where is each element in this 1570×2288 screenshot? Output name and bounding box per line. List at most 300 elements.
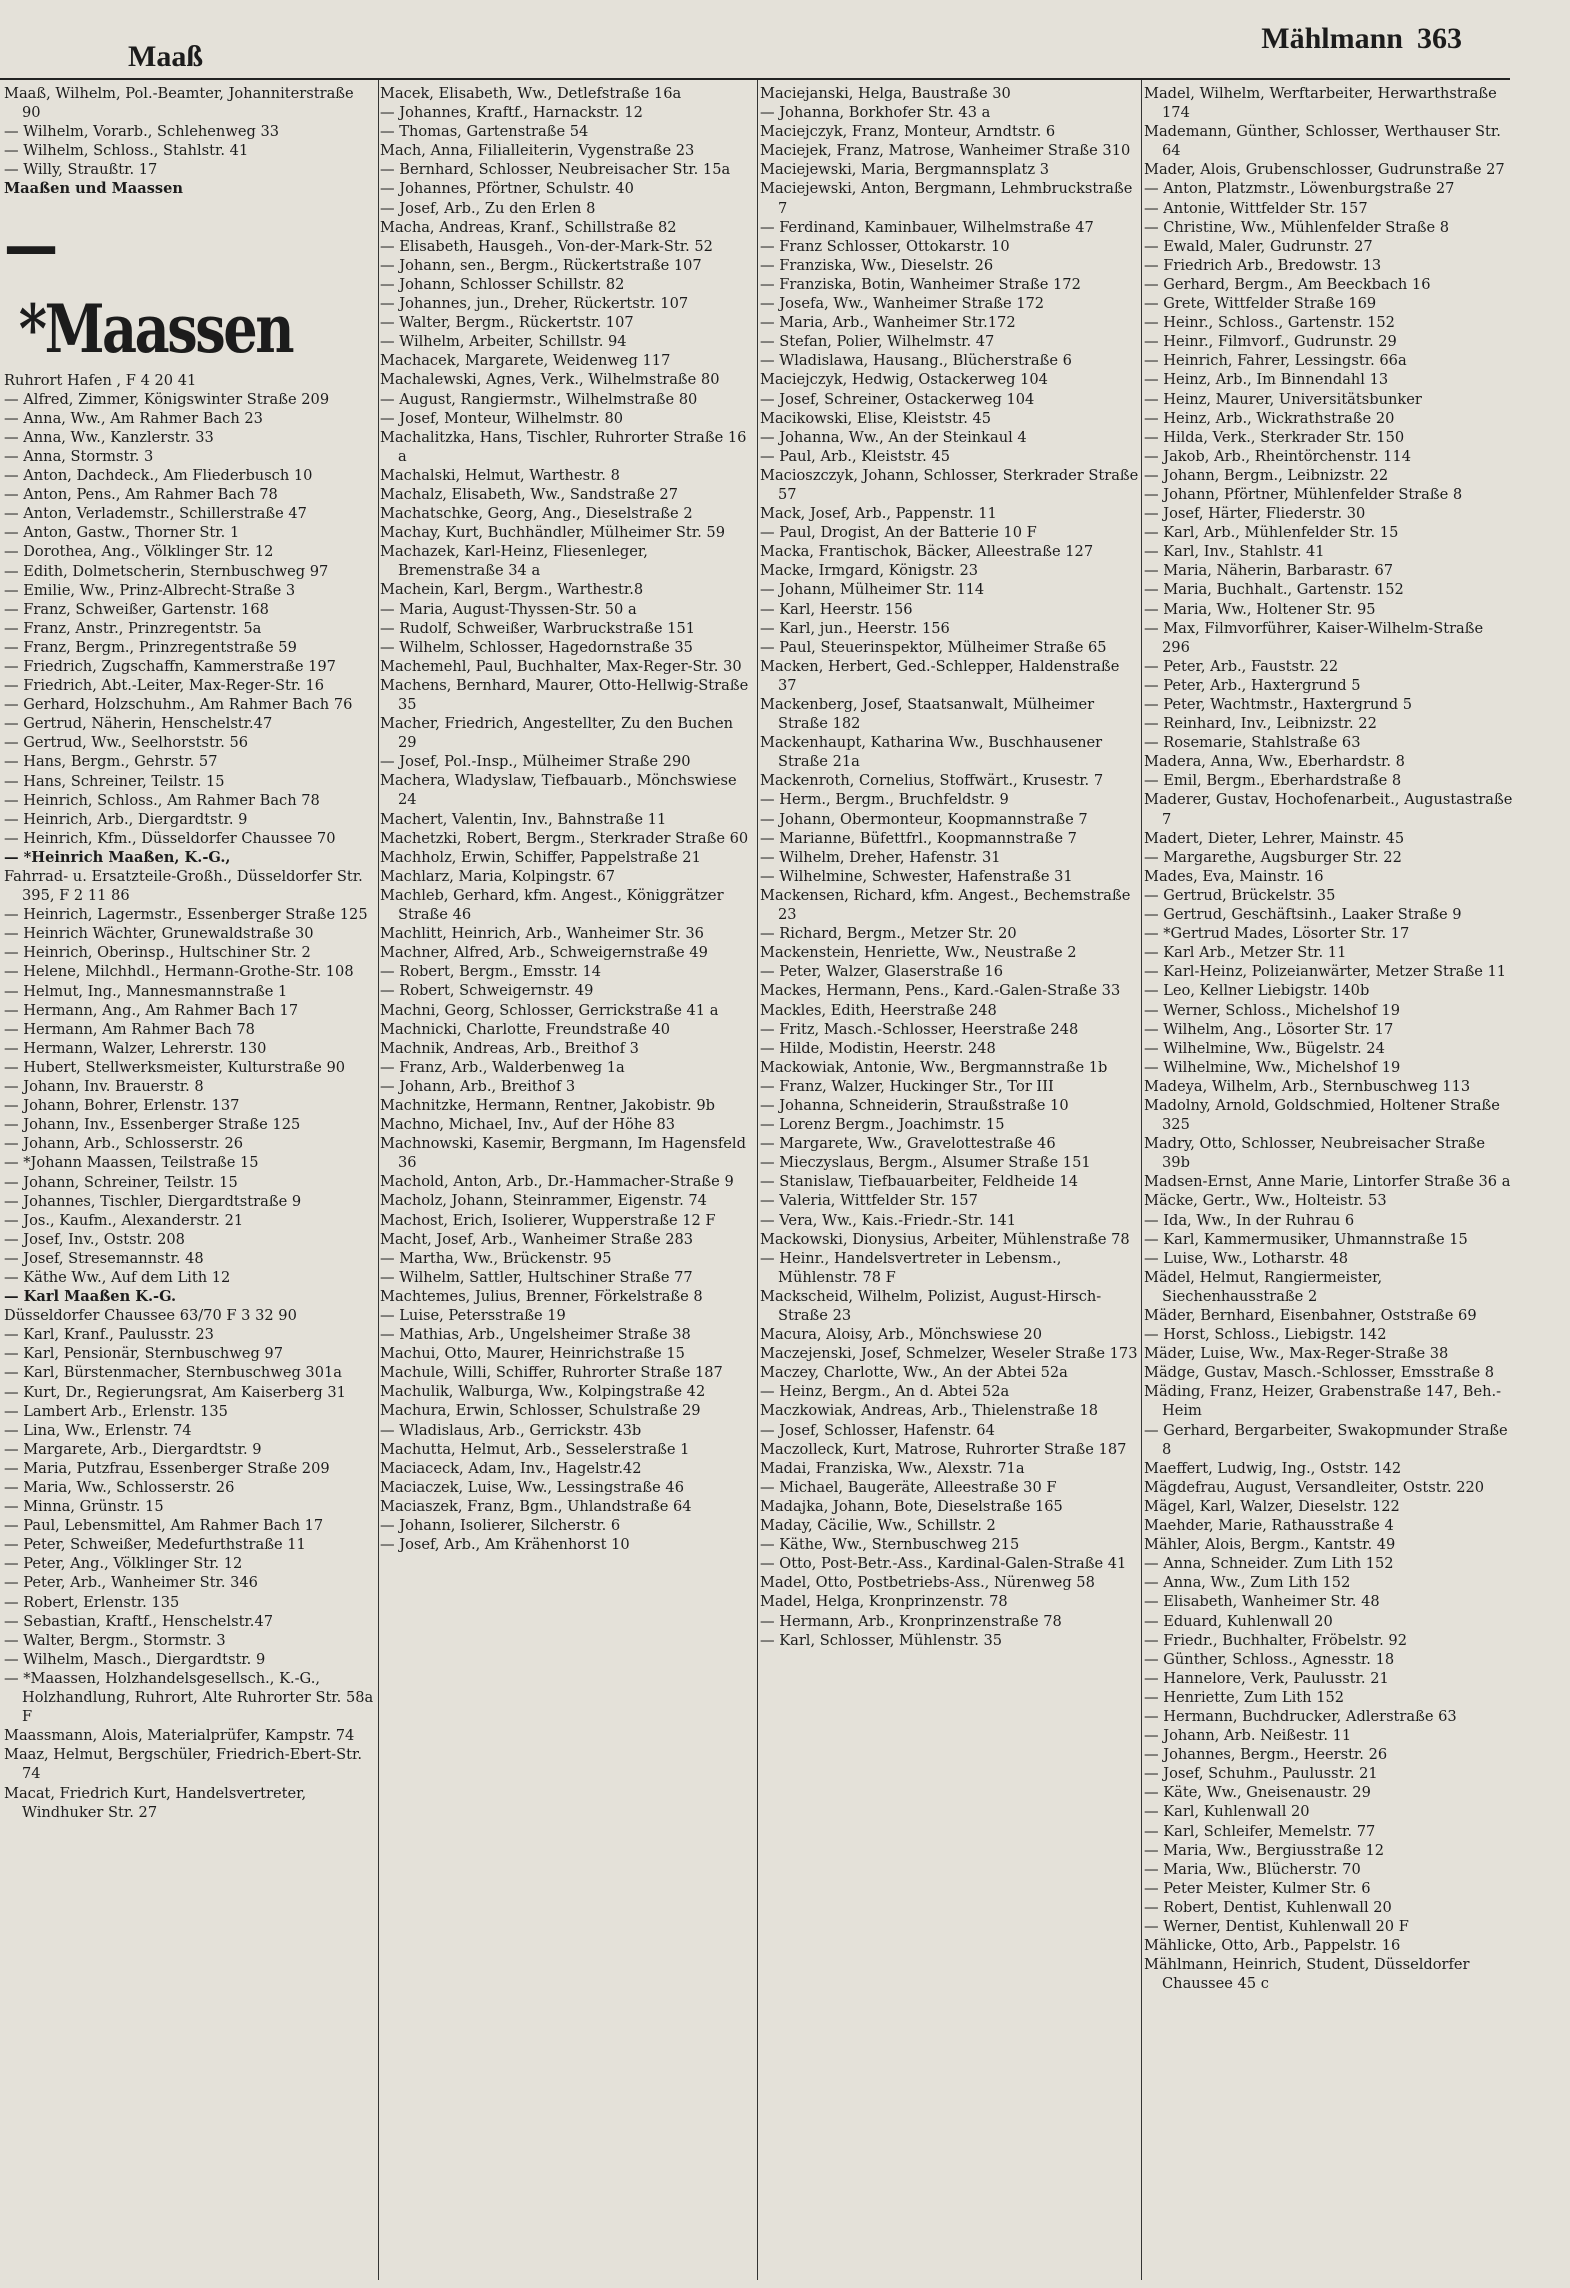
directory-entry: — Käte, Ww., Gneisenaustr. 29 [1144, 1784, 1371, 1802]
directory-entry: — Robert, Erlenstr. 135 [4, 1593, 180, 1611]
directory-entry: Machold, Anton, Arb., Dr.-Hammacher-Straße 9 [380, 1173, 734, 1191]
directory-entry: Madel, Otto, Postbetriebs-Ass., Nürenweg 58 [760, 1574, 1095, 1592]
directory-entry: — Ferdinand, Kaminbauer, Wilhelmstraße 47 [760, 218, 1094, 236]
directory-entry: Machemehl, Paul, Buchhalter, Max-Reger-Str. 30 [380, 657, 742, 675]
directory-entry: — Franz, Bergm., Prinzregentstraße 59 [4, 638, 297, 656]
directory-entry: — Käthe Ww., Auf dem Lith 12 [4, 1268, 231, 1286]
directory-entry: — Josef, Stresemannstr. 48 [4, 1249, 204, 1267]
directory-entry: Mädge, Gustav, Masch.-Schlosser, Emsstraße 8 [1144, 1364, 1495, 1382]
directory-entry: — Maria, Näherin, Barbarastr. 67 [1144, 562, 1394, 580]
directory-entry: — Willy, Straußtr. 17 [4, 161, 158, 179]
directory-entry: — Heinrich, Lagermstr., Essenberger Straße 125 [4, 906, 368, 924]
directory-entry: — Karl, Kranf., Paulusstr. 23 [4, 1326, 214, 1344]
column-1 [4, 84, 376, 2284]
directory-entry: — Friedrich, Abt.-Leiter, Max-Reger-Str. 16 [4, 677, 325, 695]
directory-entry: Madajka, Johann, Bote, Dieselstraße 165 [760, 1497, 1063, 1515]
directory-entry: Machein, Karl, Bergm., Warthestr.8 [380, 581, 644, 599]
directory-entry: — Hermann, Arb., Kronprinzenstraße 78 [760, 1612, 1062, 1630]
directory-entry: Macura, Aloisy, Arb., Mönchswiese 20 [760, 1326, 1042, 1344]
directory-entry: — Franziska, Botin, Wanheimer Straße 172 [760, 275, 1081, 293]
directory-entry: Machetzki, Robert, Bergm., Sterkrader Straße 60 [380, 829, 749, 847]
directory-entry: Madel, Helga, Kronprinzenstr. 78 [760, 1593, 1008, 1611]
directory-entry: Machost, Erich, Isolierer, Wupperstraße 12 F [380, 1211, 716, 1229]
directory-entry: — Wladislaus, Arb., Gerrickstr. 43b [380, 1421, 642, 1439]
directory-entry: Mader, Alois, Grubenschlosser, Gudrunstraße 27 [1144, 161, 1505, 179]
directory-entry: — Peter, Arb., Haxtergrund 5 [1144, 676, 1361, 694]
column-4 [1144, 84, 1514, 2284]
directory-entry: — Johann, Schlosser Schillstr. 82 [380, 275, 625, 293]
directory-entry: — Lorenz Bergm., Joachimstr. 15 [760, 1116, 1005, 1134]
directory-entry: — Vera, Ww., Kais.-Friedr.-Str. 141 [760, 1211, 1017, 1229]
directory-entry: — Jakob, Arb., Rheintörchenstr. 114 [1144, 447, 1411, 465]
directory-entry: Macha, Andreas, Kranf., Schillstraße 82 [380, 218, 677, 236]
directory-entry: — Fritz, Masch.-Schlosser, Heerstraße 248 [760, 1020, 1079, 1038]
directory-entry: Mägdefrau, August, Versandleiter, Oststr. 220 [1144, 1478, 1485, 1496]
directory-entry: Mademann, Günther, Schlosser, Werthauser Str. 64 [1144, 123, 1501, 160]
directory-entry: — Robert, Bergm., Emsstr. 14 [380, 963, 602, 981]
directory-entry: Macht, Josef, Arb., Wanheimer Straße 283 [380, 1230, 694, 1248]
directory-entry: — Helene, Milchhdl., Hermann-Grothe-Str. 108 [4, 963, 354, 981]
directory-entry: — Anton, Verlademstr., Schillerstraße 47 [4, 505, 307, 523]
directory-entry: Macikowski, Elise, Kleiststr. 45 [760, 409, 992, 427]
directory-entry: Macek, Elisabeth, Ww., Detlefstraße 16a [380, 85, 682, 102]
directory-entry: — Peter, Schweißer, Medefurthstraße 11 [4, 1536, 306, 1554]
directory-entry: Machulik, Walburga, Ww., Kolpingstraße 42 [380, 1383, 706, 1401]
directory-entry: Madeya, Wilhelm, Arb., Sternbuschweg 113 [1144, 1077, 1471, 1095]
directory-entry: Machleb, Gerhard, kfm. Angest., Königgrätzer Straße 46 [380, 886, 724, 924]
directory-entry: Machnowski, Kasemir, Bergmann, Im Hagensfeld 36 [380, 1135, 746, 1172]
directory-entry: — Paul, Arb., Kleiststr. 45 [760, 447, 951, 465]
directory-entry: — Reinhard, Inv., Leibnizstr. 22 [1144, 715, 1377, 733]
directory-entry: — Josef, Arb., Zu den Erlen 8 [380, 199, 596, 217]
directory-entry: Macka, Frantischok, Bäcker, Alleestraße 127 [760, 543, 1094, 561]
header-right-keyword: Mählmann [1261, 22, 1403, 55]
directory-entry: Madera, Anna, Ww., Eberhardstr. 8 [1144, 753, 1405, 771]
directory-entry: — Karl, Schleifer, Memelstr. 77 [1144, 1822, 1376, 1840]
directory-entry: — Henriette, Zum Lith 152 [1144, 1688, 1345, 1706]
directory-entry: — Jos., Kaufm., Alexanderstr. 21 [4, 1211, 244, 1229]
directory-entry: Mählmann, Heinrich, Student, Düsseldorfer Chaussee 45 c [1144, 1956, 1470, 1993]
page-number: 363 [1417, 22, 1462, 55]
directory-entry: — Walter, Bergm., Rückertstr. 107 [380, 314, 634, 332]
directory-entry: — Johann, Obermonteur, Koopmannstraße 7 [760, 810, 1088, 828]
directory-entry: — Käthe, Ww., Sternbuschweg 215 [760, 1536, 1020, 1554]
directory-entry: Machnik, Andreas, Arb., Breithof 3 [380, 1039, 639, 1057]
directory-entry: Maassmann, Alois, Materialprüfer, Kampstr. 74 [4, 1727, 355, 1745]
directory-entry: Maciejewski, Anton, Bergmann, Lehmbruckstraße 7 [760, 180, 1133, 217]
directory-entry: — Richard, Bergm., Metzer Str. 20 [760, 925, 1017, 943]
directory-entry: Machacek, Margarete, Weidenweg 117 [380, 352, 671, 370]
directory-entry: — Heinz, Arb., Wickrathstraße 20 [1144, 409, 1395, 427]
directory-entry: Mackowiak, Antonie, Ww., Bergmannstraße 1b [760, 1058, 1108, 1076]
directory-entry: — Hilde, Modistin, Heerstr. 248 [760, 1039, 996, 1057]
directory-entry: — Hermann, Ang., Am Rahmer Bach 17 [4, 1001, 299, 1019]
directory-entry: Madolny, Arnold, Goldschmied, Holtener Straße 325 [1144, 1096, 1500, 1134]
directory-entry: Mäder, Luise, Ww., Max-Reger-Straße 38 [1144, 1345, 1449, 1363]
directory-entry: — Anton, Pens., Am Rahmer Bach 78 [4, 486, 278, 504]
directory-entry: — Franz Schlosser, Ottokarstr. 10 [760, 237, 1010, 255]
directory-entry: — Günther, Schloss., Agnesstr. 18 [1144, 1650, 1395, 1668]
directory-entry: — Johannes, Pförtner, Schulstr. 40 [380, 180, 634, 198]
directory-entry: — Johannes, Kraftf., Harnackstr. 12 [380, 104, 643, 122]
directory-entry: — Peter, Arb., Wanheimer Str. 346 [4, 1574, 258, 1592]
directory-entry: — Anna, Schneider. Zum Lith 152 [1144, 1555, 1394, 1573]
directory-entry: Machalski, Helmut, Warthestr. 8 [380, 466, 620, 484]
directory-entry: — Heinr., Handelsvertreter in Lebensm., Mühlenstr. 78 F [760, 1249, 1062, 1286]
directory-entry: — Heinrich, Fahrer, Lessingstr. 66a [1144, 352, 1407, 370]
directory-entry: — Josef, Pol.-Insp., Mülheimer Straße 290 [380, 753, 691, 771]
directory-entry: — Antonie, Wittfelder Str. 157 [1144, 199, 1368, 217]
directory-entry: — Wilhelm, Arbeiter, Schillstr. 94 [380, 333, 627, 351]
directory-entry: Machay, Kurt, Buchhändler, Mülheimer Str. 59 [380, 524, 725, 542]
directory-entry: — Emil, Bergm., Eberhardstraße 8 [1144, 772, 1402, 790]
directory-entry: — Heinr., Filmvorf., Gudrunstr. 29 [1144, 333, 1397, 351]
directory-entry: — Johanna, Borkhofer Str. 43 a [760, 104, 991, 122]
directory-entry: — Maria, Putzfrau, Essenberger Straße 209 [4, 1459, 330, 1477]
directory-entry: — Karl, Bürstenmacher, Sternbuschweg 301a [4, 1364, 342, 1382]
directory-entry: Mackensen, Richard, kfm. Angest., Bechemstraße 23 [760, 886, 1131, 924]
directory-entry: — Luise, Ww., Lotharstr. 48 [1144, 1249, 1349, 1267]
directory-entry: — Wilhelm, Vorarb., Schlehenweg 33 [4, 123, 280, 141]
directory-entry: — Wilhelm, Ang., Lösorter Str. 17 [1144, 1020, 1394, 1038]
directory-entry: — Sebastian, Kraftf., Henschelstr.47 [4, 1612, 274, 1630]
directory-entry: — Gertrud, Ww., Seelhorststr. 56 [4, 734, 249, 752]
directory-entry: — Kurt, Dr., Regierungsrat, Am Kaiserberg 31 [4, 1383, 346, 1401]
directory-entry: — Franz, Walzer, Huckinger Str., Tor III [760, 1077, 1054, 1095]
directory-entry: — *Johann Maassen, Teilstraße 15 [4, 1154, 259, 1172]
directory-entry: — Hilda, Verk., Sterkrader Str. 150 [1144, 428, 1405, 446]
directory-entry: Machui, Otto, Maurer, Heinrichstraße 15 [380, 1345, 685, 1363]
directory-entry: Maaß, Wilhelm, Pol.-Beamter, Johanniterstraße 90 [4, 85, 354, 122]
directory-entry: — Gerhard, Bergarbeiter, Swakopmunder Straße 8 [1144, 1421, 1508, 1458]
directory-entry: — Margarethe, Augsburger Str. 22 [1144, 848, 1402, 866]
directory-entry: — Johann, Arb. Neißestr. 11 [1144, 1727, 1352, 1745]
directory-entry: — Mieczyslaus, Bergm., Alsumer Straße 151 [760, 1154, 1091, 1172]
directory-entry: Maczejenski, Josef, Schmelzer, Weseler Straße 173 [760, 1345, 1138, 1363]
directory-entry: Machule, Willi, Schiffer, Ruhrorter Straße 187 [380, 1364, 723, 1382]
directory-entry: — Thomas, Gartenstraße 54 [380, 123, 589, 141]
directory-entry: — Marianne, Büfettfrl., Koopmannstraße 7 [760, 829, 1077, 847]
directory-entry: Mähler, Alois, Bergm., Kantstr. 49 [1144, 1536, 1396, 1554]
directory-entry: Machura, Erwin, Schlosser, Schulstraße 29 [380, 1402, 701, 1420]
directory-entry: — Johann, Arb., Schlosserstr. 26 [4, 1135, 244, 1153]
directory-entry: Mackscheid, Wilhelm, Polizist, August-Hirsch-Straße 23 [760, 1287, 1102, 1324]
directory-entry: — Grete, Wittfelder Straße 169 [1144, 295, 1377, 313]
directory-entry: — Rudolf, Schweißer, Warbruckstraße 151 [380, 619, 696, 637]
directory-entry: Maciejanski, Helga, Baustraße 30 [760, 85, 1011, 102]
directory-entry: Madry, Otto, Schlosser, Neubreisacher Straße 39b [1144, 1135, 1485, 1172]
directory-entry: — Josef, Inv., Oststr. 208 [4, 1230, 185, 1248]
directory-entry: — Karl-Heinz, Polizeianwärter, Metzer Straße 11 [1144, 963, 1507, 981]
directory-entry: — Maria, Ww., Schlosserstr. 26 [4, 1479, 235, 1496]
directory-entry: Maciejczyk, Hedwig, Ostackerweg 104 [760, 371, 1048, 389]
directory-entry: Mach, Anna, Filialleiterin, Vygenstraße 23 [380, 142, 695, 160]
directory-entry: — Anton, Platzmstr., Löwenburgstraße 27 [1144, 180, 1455, 198]
directory-entry: Maderer, Gustav, Hochofenarbeit., Augustastraße 7 [1144, 791, 1513, 828]
directory-entry: Fahrrad- u. Ersatzteile-Großh., Düsseldorfer Str. 395, F 2 11 86 [4, 868, 363, 905]
header-right [1261, 22, 1462, 56]
column-3 [760, 84, 1140, 2284]
directory-entry: Macat, Friedrich Kurt, Handelsvertreter, Windhuker Str. 27 [4, 1784, 307, 1821]
directory-entry: Macher, Friedrich, Angestellter, Zu den Buchen 29 [380, 715, 734, 752]
directory-entry: — Johann, sen., Bergm., Rückertstraße 107 [380, 256, 702, 274]
directory-entry: — Heinz, Bergm., An d. Abtei 52a [760, 1383, 1010, 1401]
directory-entry: — Anton, Gastw., Thorner Str. 1 [4, 524, 240, 542]
directory-entry: — Gertrud, Näherin, Henschelstr.47 [4, 715, 273, 733]
directory-entry: Mählicke, Otto, Arb., Pappelstr. 16 [1144, 1937, 1401, 1955]
directory-entry: — *Maassen, Holzhandelsgesellsch., K.-G., Holzhandlung, Ruhrort, Alte Ruhrorter Str. 58a F [4, 1669, 374, 1726]
directory-entry: Düsseldorfer Chaussee 63/70 F 3 32 90 [4, 1307, 297, 1325]
directory-entry: — Maria, Arb., Wanheimer Str.172 [760, 314, 1016, 332]
directory-entry: — Hans, Bergm., Gehrstr. 57 [4, 753, 218, 771]
directory-entry: — Dorothea, Ang., Völklinger Str. 12 [4, 543, 274, 561]
directory-entry: — Wilhelm, Masch., Diergardtstr. 9 [4, 1650, 266, 1668]
directory-entry: — Anna, Ww., Zum Lith 152 [1144, 1574, 1351, 1592]
directory-entry: — Karl, Heerstr. 156 [760, 600, 913, 618]
directory-entry: — Heinrich, Arb., Diergardtstr. 9 [4, 810, 248, 828]
directory-entry: Mackles, Edith, Heerstraße 248 [760, 1001, 997, 1019]
directory-entry: — Karl Maaßen K.-G. [4, 1288, 177, 1306]
directory-entry: Maday, Cäcilie, Ww., Schillstr. 2 [760, 1517, 996, 1535]
directory-entry: Madert, Dieter, Lehrer, Mainstr. 45 [1144, 829, 1405, 847]
directory-entry: — Heinrich, Kfm., Düsseldorfer Chaussee 70 [4, 829, 336, 847]
directory-entry: Madel, Wilhelm, Werftarbeiter, Herwarthstraße 174 [1144, 85, 1497, 122]
directory-entry: Mäding, Franz, Heizer, Grabenstraße 147, Beh.-Heim [1144, 1383, 1502, 1420]
directory-entry: Machno, Michael, Inv., Auf der Höhe 83 [380, 1116, 676, 1134]
directory-entry: — Michael, Baugeräte, Alleestraße 30 F [760, 1478, 1057, 1496]
directory-entry: — Wilhelmine, Schwester, Hafenstraße 31 [760, 867, 1073, 885]
directory-entry: — Friedr., Buchhalter, Fröbelstr. 92 [1144, 1631, 1407, 1649]
directory-entry: — Paul, Drogist, An der Batterie 10 F [760, 524, 1037, 542]
directory-entry: — Johann, Pförtner, Mühlenfelder Straße 8 [1144, 485, 1463, 503]
directory-entry: — Johann, Schreiner, Teilstr. 15 [4, 1173, 238, 1191]
directory-entry: Machtemes, Julius, Brenner, Förkelstraße 8 [380, 1287, 703, 1305]
directory-entry: — Karl, jun., Heerstr. 156 [760, 619, 950, 637]
directory-entry: Mäder, Bernhard, Eisenbahner, Oststraße 69 [1144, 1307, 1477, 1324]
column-divider [1141, 80, 1142, 2280]
directory-entry: Machalz, Elisabeth, Ww., Sandstraße 27 [380, 485, 678, 503]
directory-entry: — Minna, Grünstr. 15 [4, 1498, 164, 1516]
directory-entry: Madsen-Ernst, Anne Marie, Lintorfer Straße 36 a [1144, 1173, 1511, 1191]
directory-entry: — Johann, Arb., Breithof 3 [380, 1077, 576, 1095]
directory-entry: Mackes, Hermann, Pens., Kard.-Galen-Straße 33 [760, 982, 1121, 1000]
directory-entry: — Gertrud, Brückelstr. 35 [1144, 886, 1336, 904]
directory-entry: — Wilhelmine, Ww., Michelshof 19 [1144, 1058, 1401, 1076]
directory-entry: — Eduard, Kuhlenwall 20 [1144, 1612, 1333, 1630]
directory-entry: — Paul, Lebensmittel, Am Rahmer Bach 17 [4, 1517, 324, 1535]
directory-entry: — Heinrich, Oberinsp., Hultschiner Str. 2 [4, 944, 311, 962]
directory-entry: — Mathias, Arb., Ungelsheimer Straße 38 [380, 1326, 691, 1344]
header-left-keyword: Maaß [128, 40, 203, 73]
directory-entry: — Heinrich Wächter, Grunewaldstraße 30 [4, 925, 314, 943]
directory-entry: — Maria, August-Thyssen-Str. 50 a [380, 600, 637, 618]
directory-entry: — Karl Arb., Metzer Str. 11 [1144, 944, 1347, 962]
directory-entry: — Johannes, Tischler, Diergardtstraße 9 [4, 1192, 302, 1210]
directory-entry: — Peter Meister, Kulmer Str. 6 [1144, 1879, 1371, 1897]
directory-entry: — Johannes, jun., Dreher, Rückertstr. 107 [380, 295, 689, 313]
directory-entry: Machera, Wladyslaw, Tiefbauarb., Mönchswiese 24 [380, 772, 737, 809]
directory-entry: — Margarete, Arb., Diergardtstr. 9 [4, 1440, 262, 1458]
directory-entry: — Karl, Schlosser, Mühlenstr. 35 [760, 1631, 1003, 1649]
directory-entry: Mägel, Karl, Walzer, Dieselstr. 122 [1144, 1497, 1400, 1515]
directory-entry: — Karl, Pensionär, Sternbuschweg 97 [4, 1345, 284, 1363]
directory-entry: — Anna, Stormstr. 3 [4, 447, 154, 465]
directory-entry: — *Heinrich Maaßen, K.-G., [4, 848, 231, 866]
directory-entry: — Johann, Bergm., Leibnizstr. 22 [1144, 466, 1389, 484]
directory-entry: — Wilhelmine, Ww., Bügelstr. 24 [1144, 1039, 1385, 1057]
directory-entry: Mäcke, Gertr., Ww., Holteistr. 53 [1144, 1192, 1387, 1210]
directory-entry: — Johann, Inv. Brauerstr. 8 [4, 1078, 204, 1096]
header-rule [0, 78, 1510, 80]
directory-entry: — Leo, Kellner Liebigstr. 140b [1144, 982, 1370, 1000]
directory-entry: — Heinrich, Schloss., Am Rahmer Bach 78 [4, 791, 320, 809]
column-divider [378, 80, 379, 2280]
directory-entry: — Anna, Ww., Kanzlerstr. 33 [4, 428, 214, 446]
directory-entry: — Johannes, Bergm., Heerstr. 26 [1144, 1746, 1388, 1764]
directory-entry: Macioszczyk, Johann, Schlosser, Sterkrader Straße 57 [760, 466, 1139, 503]
directory-entry: — Peter, Arb., Fauststr. 22 [1144, 657, 1339, 675]
directory-entry: Machatschke, Georg, Ang., Dieselstraße 2 [380, 505, 693, 523]
directory-entry: — Heinz, Maurer, Universitätsbunker [1144, 390, 1422, 408]
directory-entry: — Ewald, Maler, Gudrunstr. 27 [1144, 237, 1373, 255]
directory-entry: — Rosemarie, Stahlstraße 63 [1144, 734, 1361, 752]
directory-entry: — Josef, Monteur, Wilhelmstr. 80 [380, 409, 624, 427]
directory-entry: — Robert, Schweigernstr. 49 [380, 982, 594, 1000]
directory-entry: — Horst, Schloss., Liebigstr. 142 [1144, 1326, 1387, 1344]
directory-entry: — Walter, Bergm., Stormstr. 3 [4, 1631, 226, 1649]
directory-entry: — Margarete, Ww., Gravelottestraße 46 [760, 1135, 1056, 1153]
directory-entry: Ruhrort Hafen , F 4 20 41 [4, 371, 197, 389]
directory-entry: — Karl, Kammermusiker, Uhmannstraße 15 [1144, 1230, 1468, 1248]
directory-entry: — *Gertrud Mades, Lösorter Str. 17 [1144, 925, 1410, 943]
directory-entry: — Edith, Dolmetscherin, Sternbuschweg 97 [4, 562, 329, 580]
directory-entry: — Josef, Schlosser, Hafenstr. 64 [760, 1421, 995, 1439]
directory-entry: — Josef, Arb., Am Krähenhorst 10 [380, 1536, 630, 1554]
directory-entry: — Franziska, Ww., Dieselstr. 26 [760, 256, 994, 274]
directory-entry: — Helmut, Ing., Mannesmannstraße 1 [4, 982, 288, 1000]
directory-entry: Mackenstein, Henriette, Ww., Neustraße 2 [760, 944, 1077, 962]
directory-entry: Maczey, Charlotte, Ww., An der Abtei 52a [760, 1364, 1068, 1382]
directory-entry: Maaz, Helmut, Bergschüler, Friedrich-Ebert-Str. 74 [4, 1746, 362, 1783]
directory-entry: Mackowski, Dionysius, Arbeiter, Mühlenstraße 78 [760, 1230, 1130, 1248]
directory-entry: Macken, Herbert, Ged.-Schlepper, Haldenstraße 37 [760, 657, 1120, 694]
directory-entry: — Lambert Arb., Erlenstr. 135 [4, 1402, 228, 1420]
directory-entry: — Johann, Inv., Essenberger Straße 125 [4, 1116, 301, 1134]
directory-entry: — Wladislawa, Hausang., Blücherstraße 6 [760, 352, 1072, 370]
directory-entry: — Hans, Schreiner, Teilstr. 15 [4, 772, 225, 790]
directory-entry: — Anna, Ww., Am Rahmer Bach 23 [4, 409, 263, 427]
directory-entry: Macke, Irmgard, Königstr. 23 [760, 562, 979, 580]
directory-entry: — Hermann, Walzer, Lehrerstr. 130 [4, 1039, 267, 1057]
directory-entry: — Wilhelm, Schloss., Stahlstr. 41 [4, 142, 249, 160]
directory-entry: Maciejek, Franz, Matrose, Wanheimer Straße 310 [760, 142, 1131, 160]
directory-entry: Mackenberg, Josef, Staatsanwalt, Mülheimer Straße 182 [760, 696, 1095, 733]
directory-entry: — Josef, Schreiner, Ostackerweg 104 [760, 390, 1035, 408]
directory-entry: Machutta, Helmut, Arb., Sesselerstraße 1 [380, 1440, 690, 1458]
directory-entry: — Friedrich, Zugschaffn, Kammerstraße 197 [4, 657, 336, 675]
directory-entry: Machalewski, Agnes, Verk., Wilhelmstraße 80 [380, 371, 720, 389]
directory-entry: Mackenroth, Cornelius, Stoffwärt., Krusestr. 7 [760, 772, 1104, 790]
directory-entry: — Johann, Bohrer, Erlenstr. 137 [4, 1097, 240, 1115]
directory-entry: — Franz, Arb., Walderbenweg 1a [380, 1058, 625, 1076]
directory-entry: Machholz, Erwin, Schiffer, Pappelstraße 21 [380, 848, 701, 866]
directory-entry: — Josefa, Ww., Wanheimer Straße 172 [760, 295, 1045, 313]
directory-entry: Maciejewski, Maria, Bergmannsplatz 3 [760, 161, 1050, 179]
directory-entry: — Karl, Arb., Mühlenfelder Str. 15 [1144, 524, 1399, 542]
directory-entry: Maciaczek, Luise, Ww., Lessingstraße 46 [380, 1478, 684, 1496]
directory-entry: — Christine, Ww., Mühlenfelder Straße 8 [1144, 218, 1450, 236]
directory-entry: — Karl, Kuhlenwall 20 [1144, 1803, 1310, 1821]
directory-entry: Maczolleck, Kurt, Matrose, Ruhrorter Straße 187 [760, 1440, 1127, 1458]
directory-entry: — Friedrich Arb., Bredowstr. 13 [1144, 256, 1382, 274]
directory-entry: — Josef, Härter, Fliederstr. 30 [1144, 505, 1366, 523]
directory-entry: Maaßen und Maassen [4, 180, 184, 198]
directory-entry: — Valeria, Wittfelder Str. 157 [760, 1192, 978, 1210]
directory-entry: — Maria, Ww., Bergiusstraße 12 [1144, 1841, 1385, 1859]
directory-entry: Mack, Josef, Arb., Pappenstr. 11 [760, 505, 997, 523]
directory-entry: Maeffert, Ludwig, Ing., Oststr. 142 [1144, 1459, 1402, 1477]
directory-entry: Madai, Franziska, Ww., Alexstr. 71a [760, 1459, 1025, 1477]
directory-entry: — Stanislaw, Tiefbauarbeiter, Feldheide 14 [760, 1173, 1078, 1191]
directory-entry: — Otto, Post-Betr.-Ass., Kardinal-Galen-Straße 41 [760, 1555, 1127, 1573]
directory-entry: Maciejczyk, Franz, Monteur, Arndtstr. 6 [760, 123, 1056, 141]
directory-entry: — Maria, Ww., Holtener Str. 95 [1144, 600, 1376, 618]
directory-entry: — Johann, Isolierer, Silcherstr. 6 [380, 1517, 621, 1535]
directory-entry: — Elisabeth, Wanheimer Str. 48 [1144, 1593, 1380, 1611]
directory-entry: — Maria, Buchhalt., Gartenstr. 152 [1144, 581, 1404, 599]
directory-entry: — Werner, Schloss., Michelshof 19 [1144, 1001, 1401, 1019]
directory-entry: — Johanna, Ww., An der Steinkaul 4 [760, 428, 1027, 446]
directory-entry: — Anton, Dachdeck., Am Fliederbusch 10 [4, 467, 313, 485]
directory-entry: — Karl, Inv., Stahlstr. 41 [1144, 543, 1325, 561]
directory-entry: Maciaceck, Adam, Inv., Hagelstr.42 [380, 1459, 642, 1477]
directory-entry: — Franz, Schweißer, Gartenstr. 168 [4, 600, 269, 618]
display-heading: —*Maassen [4, 205, 293, 368]
directory-entry: — Hubert, Stellwerksmeister, Kulturstraße 90 [4, 1058, 346, 1076]
directory-entry: — Maria, Ww., Blücherstr. 70 [1144, 1860, 1361, 1878]
directory-entry: — Luise, Petersstraße 19 [380, 1307, 566, 1324]
directory-entry: — Elisabeth, Hausgeh., Von-der-Mark-Str. 52 [380, 237, 713, 255]
directory-entry: — Wilhelm, Schlosser, Hagedornstraße 35 [380, 638, 693, 656]
directory-entry: — Gerhard, Holzschuhm., Am Rahmer Bach 76 [4, 696, 353, 714]
directory-entry: Maciaszek, Franz, Bgm., Uhlandstraße 64 [380, 1497, 692, 1515]
directory-entry: — Peter, Wachtmstr., Haxtergrund 5 [1144, 696, 1413, 713]
directory-entry: Machner, Alfred, Arb., Schweigernstraße 49 [380, 944, 708, 962]
directory-entry: Mades, Eva, Mainstr. 16 [1144, 867, 1324, 885]
directory-entry: — Hermann, Buchdrucker, Adlerstraße 63 [1144, 1707, 1457, 1725]
directory-entry: — Peter, Walzer, Glaserstraße 16 [760, 963, 1004, 981]
directory-entry: — Max, Filmvorführer, Kaiser-Wilhelm-Straße 296 [1144, 619, 1484, 656]
directory-entry: Mackenhaupt, Katharina Ww., Buschhausener Straße 21a [760, 734, 1103, 771]
directory-entry: — Lina, Ww., Erlenstr. 74 [4, 1421, 192, 1439]
directory-entry: — Martha, Ww., Brückenstr. 95 [380, 1249, 612, 1267]
directory-entry: Machni, Georg, Schlosser, Gerrickstraße 41 a [380, 1001, 719, 1019]
directory-entry: — Hermann, Am Rahmer Bach 78 [4, 1020, 255, 1038]
directory-entry: — Paul, Steuerinspektor, Mülheimer Straße 65 [760, 638, 1107, 656]
directory-entry: Machalitzka, Hans, Tischler, Ruhrorter Straße 16 a [380, 428, 747, 465]
directory-entry: — Ida, Ww., In der Ruhrau 6 [1144, 1211, 1355, 1229]
directory-entry: — Alfred, Zimmer, Königswinter Straße 209 [4, 390, 330, 408]
directory-entry: Maczkowiak, Andreas, Arb., Thielenstraße 18 [760, 1402, 1099, 1420]
directory-entry: — Franz, Anstr., Prinzregentstr. 5a [4, 619, 262, 637]
directory-entry: — Gertrud, Geschäftsinh., Laaker Straße 9 [1144, 906, 1462, 924]
directory-entry: — Heinr., Schloss., Gartenstr. 152 [1144, 314, 1395, 332]
directory-entry: Mädel, Helmut, Rangiermeister, Siechenhausstraße 2 [1144, 1268, 1383, 1305]
directory-entry: — Herm., Bergm., Bruchfeldstr. 9 [760, 791, 1009, 809]
directory-entry: Machert, Valentin, Inv., Bahnstraße 11 [380, 810, 667, 828]
directory-entry: — Werner, Dentist, Kuhlenwall 20 F [1144, 1918, 1409, 1935]
directory-entry: — Josef, Schuhm., Paulusstr. 21 [1144, 1765, 1378, 1783]
